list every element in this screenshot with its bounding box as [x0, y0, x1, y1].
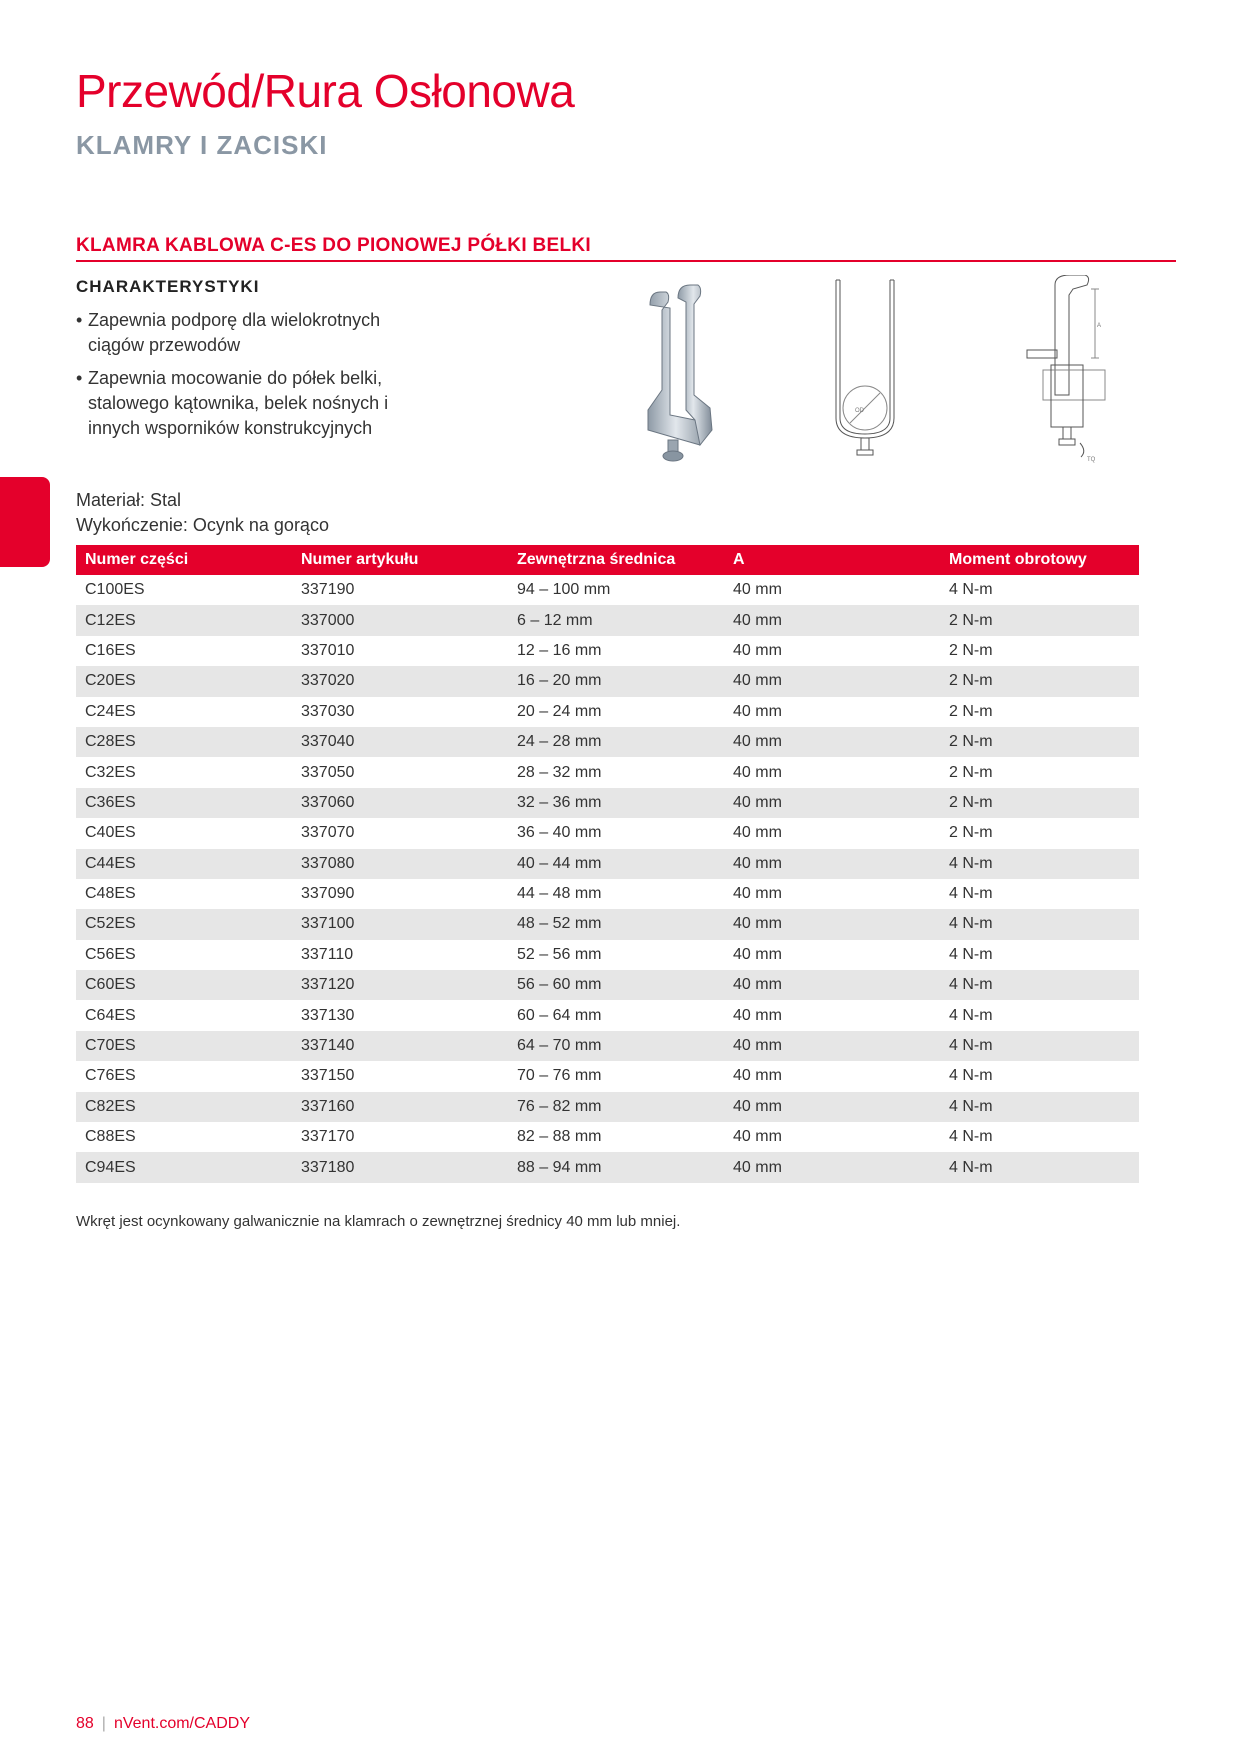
front-view-drawing [830, 278, 900, 458]
table-cell: 337010 [301, 641, 355, 659]
tq-label: TQ [1087, 457, 1096, 463]
table-cell: 88 – 94 mm [508, 1152, 724, 1182]
table-cell: 4 N-m [949, 945, 993, 963]
a-dimension-label: A [1097, 323, 1102, 329]
features-heading: CHARAKTERYSTYKI [76, 277, 260, 296]
table-cell: 337060 [292, 788, 508, 818]
table-cell: 4 N-m [940, 1152, 1139, 1182]
section-title: KLAMRA KABLOWA C-ES DO PIONOWEJ PÓŁKI BELKI [76, 235, 591, 256]
table-cell: 337170 [301, 1128, 355, 1146]
table-row [76, 1122, 1139, 1152]
table-cell: 28 – 32 mm [517, 763, 602, 781]
table-cell: 337190 [301, 581, 355, 599]
table-cell: 337180 [292, 1152, 508, 1182]
table-cell: 40 mm [733, 1067, 782, 1085]
table-cell: 6 – 12 mm [508, 605, 724, 635]
feature-item: • Zapewnia podporę dla wielokrotnych ciągów przewodów [76, 308, 436, 358]
page-title: Przewód/Rura Osłonowa [76, 65, 575, 117]
table-cell: C12ES [76, 605, 292, 635]
table-row [76, 727, 1139, 757]
table-cell: 16 – 20 mm [508, 666, 724, 696]
table-cell: C76ES [85, 1067, 136, 1085]
table-cell: 40 – 44 mm [508, 849, 724, 879]
side-view-drawing [1025, 275, 1125, 465]
table-cell: 70 – 76 mm [517, 1067, 602, 1085]
table-cell: C64ES [85, 1006, 136, 1024]
table-cell: 337030 [301, 702, 355, 720]
table-cell: 2 N-m [949, 763, 993, 781]
table-cell: C100ES [85, 581, 145, 599]
table-cell: 337020 [292, 666, 508, 696]
table-row [76, 575, 1139, 605]
table-cell: 40 mm [733, 824, 782, 842]
table-cell: 2 N-m [940, 727, 1139, 757]
footer-url: nVent.com/CADDY [113, 1715, 251, 1732]
table-cell: 40 mm [733, 945, 782, 963]
table-cell: 40 mm [724, 1092, 940, 1122]
table-cell: 337000 [292, 605, 508, 635]
table-cell: C28ES [76, 727, 292, 757]
table-cell: 337100 [292, 909, 508, 939]
table-cell: C60ES [76, 970, 292, 1000]
table-cell: 40 mm [724, 605, 940, 635]
table-cell: 4 N-m [940, 849, 1139, 879]
table-row [76, 879, 1139, 909]
table-cell: 40 mm [724, 1031, 940, 1061]
table-cell: 40 mm [733, 1128, 782, 1146]
page-number: 88 [76, 1715, 94, 1732]
table-cell: 337080 [292, 849, 508, 879]
finish-spec: Wykończenie: Ocynk na gorąco [76, 515, 329, 535]
table-cell: C20ES [76, 666, 292, 696]
table-body [76, 575, 1139, 1183]
table-cell: 32 – 36 mm [508, 788, 724, 818]
page-subtitle: KLAMRY I ZACISKI [76, 130, 328, 160]
table-cell: 337110 [301, 945, 354, 963]
table-row [76, 1031, 1139, 1061]
material-spec: Materiał: Stal [76, 490, 182, 510]
table-cell: 36 – 40 mm [517, 824, 602, 842]
table-cell: 4 N-m [940, 1092, 1139, 1122]
table-cell: 52 – 56 mm [517, 945, 602, 963]
table-cell: C94ES [76, 1152, 292, 1182]
table-cell: 94 – 100 mm [517, 581, 611, 599]
table-cell: C24ES [85, 702, 136, 720]
table-cell: 337150 [301, 1067, 355, 1085]
table-cell: 76 – 82 mm [508, 1092, 724, 1122]
table-cell: C36ES [76, 788, 292, 818]
table-cell: C32ES [85, 763, 136, 781]
column-header: A [724, 545, 940, 575]
table-cell: 40 mm [733, 885, 782, 903]
table-cell: 24 – 28 mm [508, 727, 724, 757]
table-cell: 40 mm [724, 909, 940, 939]
od-label: OD [855, 408, 864, 414]
table-row [76, 697, 1139, 727]
table-cell: 40 mm [724, 727, 940, 757]
table-cell: 12 – 16 mm [517, 641, 602, 659]
table-cell: 2 N-m [949, 824, 993, 842]
table-row [76, 940, 1139, 970]
table-cell: 40 mm [733, 581, 782, 599]
column-header: Zewnętrzna średnica [508, 545, 724, 575]
table-cell: 4 N-m [949, 581, 993, 599]
table-row [76, 849, 1139, 879]
table-cell: 4 N-m [949, 1128, 993, 1146]
column-header: Moment obrotowy [940, 545, 1139, 575]
table-cell: 4 N-m [949, 1067, 993, 1085]
table-cell: 337130 [301, 1006, 355, 1024]
features-list [76, 308, 436, 449]
table-cell: 64 – 70 mm [508, 1031, 724, 1061]
table-cell: 337160 [292, 1092, 508, 1122]
table-cell: 4 N-m [940, 970, 1139, 1000]
table-cell: 40 mm [724, 970, 940, 1000]
table-cell: C88ES [85, 1128, 136, 1146]
table-cell: 2 N-m [949, 702, 993, 720]
table-cell: 40 mm [733, 702, 782, 720]
table-cell: 20 – 24 mm [517, 702, 602, 720]
product-table [76, 545, 1139, 1183]
table-row [76, 605, 1139, 635]
table-cell: C56ES [85, 945, 136, 963]
table-cell: 2 N-m [949, 641, 993, 659]
table-header-row [76, 545, 1139, 575]
table-cell: 40 mm [733, 763, 782, 781]
table-row [76, 1000, 1139, 1030]
table-cell: 48 – 52 mm [508, 909, 724, 939]
table-row [76, 757, 1139, 787]
footnote: Wkręt jest ocynkowany galwanicznie na klamrach o zewnętrznej średnicy 40 mm lub mniej. [76, 1213, 681, 1230]
table-cell: 40 mm [724, 1152, 940, 1182]
table-cell: 40 mm [724, 666, 940, 696]
table-cell: 44 – 48 mm [517, 885, 602, 903]
table-row [76, 818, 1139, 848]
table-cell: 40 mm [724, 788, 940, 818]
table-row [76, 788, 1139, 818]
table-cell: 337040 [292, 727, 508, 757]
table-cell: 337120 [292, 970, 508, 1000]
table-cell: 4 N-m [940, 909, 1139, 939]
table-cell: 56 – 60 mm [508, 970, 724, 1000]
section-tab-marker [0, 477, 50, 567]
column-header: Numer części [76, 545, 292, 575]
table-row [76, 636, 1139, 666]
column-header: Numer artykułu [292, 545, 508, 575]
table-cell: 82 – 88 mm [517, 1128, 602, 1146]
table-cell: 337050 [301, 763, 355, 781]
table-cell: C40ES [85, 824, 136, 842]
table-row [76, 1152, 1139, 1182]
table-cell: C52ES [76, 909, 292, 939]
table-cell: 2 N-m [940, 788, 1139, 818]
table-row [76, 1092, 1139, 1122]
table-cell: C82ES [76, 1092, 292, 1122]
table-cell: 40 mm [724, 849, 940, 879]
feature-item: • Zapewnia mocowanie do półek belki, stalowego kątownika, belek nośnych i innych wsporników konstrukcyjnych [76, 366, 436, 441]
table-cell: 4 N-m [949, 1006, 993, 1024]
table-row [76, 1061, 1139, 1091]
table-cell: 40 mm [733, 1006, 782, 1024]
table-cell: C44ES [76, 849, 292, 879]
table-cell: 2 N-m [940, 605, 1139, 635]
table-cell: 40 mm [733, 641, 782, 659]
page-footer [76, 1715, 250, 1733]
footer-separator: | [101, 1715, 106, 1732]
table-cell: 4 N-m [949, 885, 993, 903]
table-cell: 337140 [292, 1031, 508, 1061]
table-cell: 2 N-m [940, 666, 1139, 696]
product-photo [640, 280, 730, 465]
table-row [76, 909, 1139, 939]
table-cell: 337070 [301, 824, 355, 842]
table-row [76, 666, 1139, 696]
table-cell: C48ES [85, 885, 136, 903]
table-cell: C70ES [76, 1031, 292, 1061]
table-row [76, 970, 1139, 1000]
table-cell: C16ES [85, 641, 136, 659]
table-cell: 337090 [301, 885, 355, 903]
section-divider [76, 260, 1176, 262]
table-cell: 60 – 64 mm [517, 1006, 602, 1024]
table-cell: 4 N-m [940, 1031, 1139, 1061]
